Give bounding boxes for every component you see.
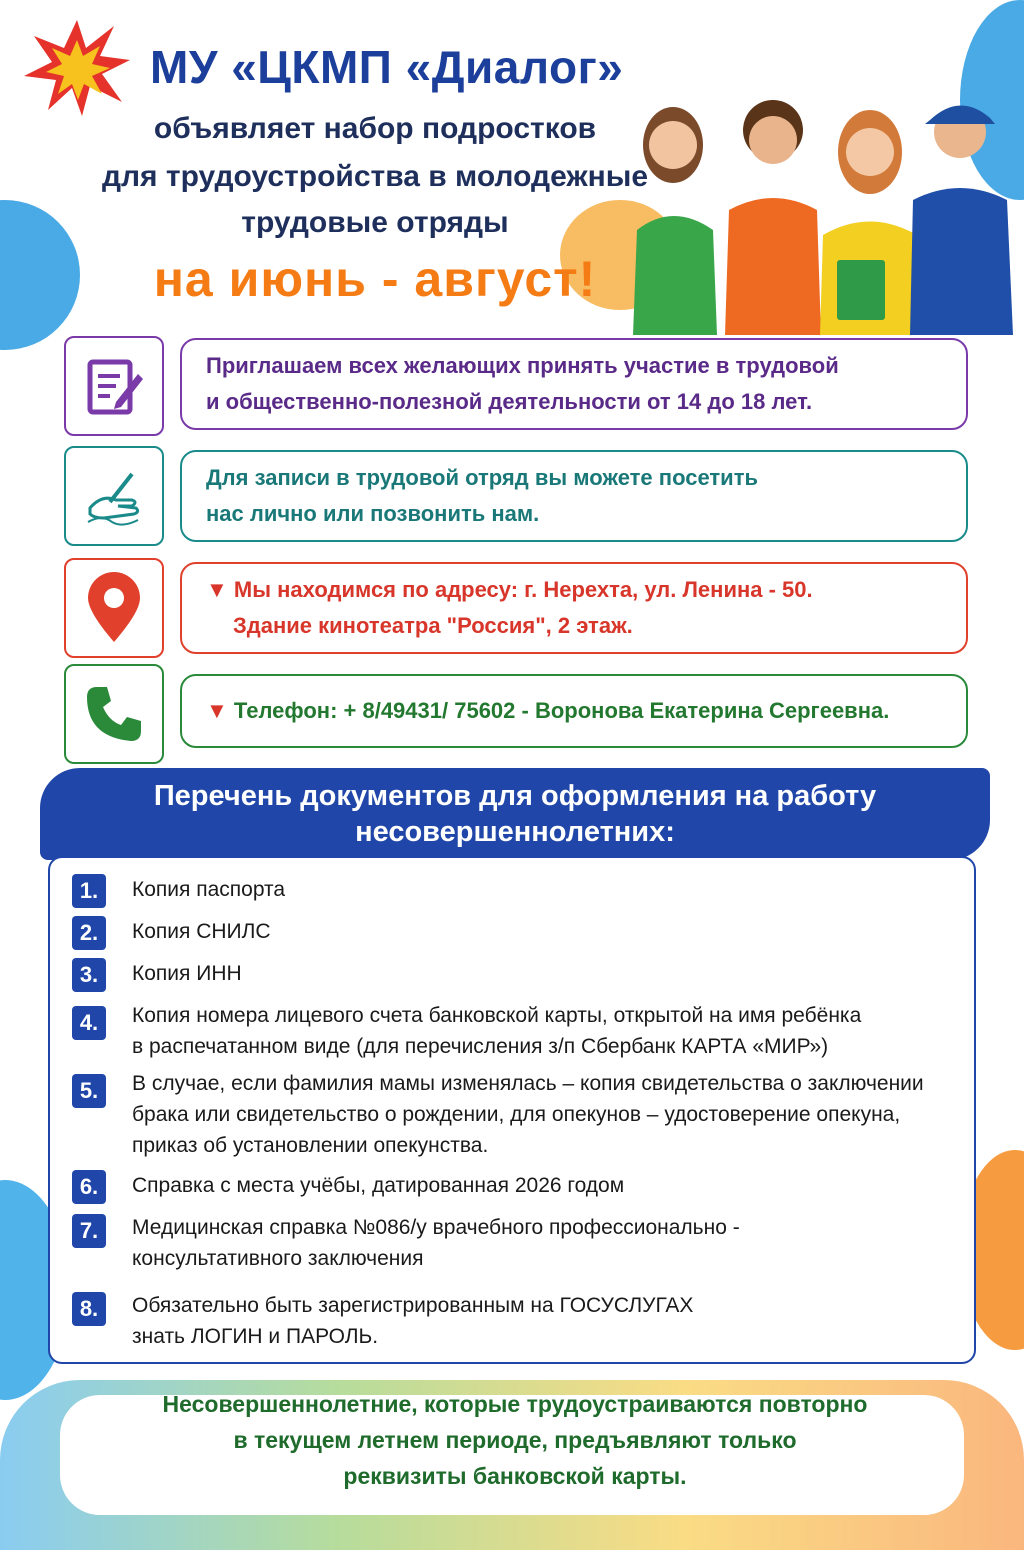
phone-text-line-1: ▼ Телефон: + 8/49431/ 75602 - Воронова Екатерина Сергеевна. bbox=[206, 698, 890, 723]
teenagers-illustration bbox=[625, 90, 1020, 335]
documents-heading-banner bbox=[40, 768, 990, 860]
page-title: МУ «ЦКМП «Диалог» bbox=[150, 41, 624, 93]
item-number-badge: 4. bbox=[72, 1006, 106, 1040]
list-item bbox=[72, 916, 956, 950]
item-text: в распечатанном виде (для перечисления з/п Сбербанк КАРТА «МИР») bbox=[132, 1035, 829, 1058]
list-item bbox=[72, 1170, 956, 1204]
item-number-badge: 3. bbox=[72, 958, 106, 992]
triangle-marker-icon: ▼ bbox=[206, 698, 234, 723]
documents-list bbox=[48, 856, 976, 1364]
phone-info-box bbox=[180, 674, 968, 748]
list-item bbox=[72, 958, 956, 992]
list-item bbox=[72, 1068, 956, 1161]
list-item bbox=[72, 874, 956, 908]
signup-text-line-1: Для записи в трудовой отряд вы можете посетить bbox=[206, 465, 758, 490]
signup-text-line-2: нас лично или позвонить нам. bbox=[206, 501, 540, 526]
item-text: Копия ИНН bbox=[132, 962, 242, 985]
item-text: знать ЛОГИН и ПАРОЛЬ. bbox=[132, 1325, 379, 1348]
documents-heading-line-1: Перечень документов для оформления на работу bbox=[153, 780, 877, 812]
item-text: Медицинская справка №086/у врачебного профессионально - bbox=[132, 1216, 740, 1239]
location-pin-icon bbox=[84, 572, 144, 644]
item-text: Копия СНИЛС bbox=[132, 920, 271, 943]
item-text: брака или свидетельство о рождении, для опекунов – удостоверение опекуна, bbox=[132, 1103, 901, 1126]
list-item bbox=[72, 1000, 956, 1062]
explosion-icon bbox=[22, 18, 132, 118]
documents-heading-line-2: несовершеннолетних: bbox=[355, 816, 675, 848]
footer-line-2: в текущем летнем периоде, предъявляют только bbox=[233, 1427, 797, 1453]
footer-line-1: Несовершеннолетние, которые трудоустраиваются повторно bbox=[162, 1391, 868, 1417]
item-text: Обязательно быть зарегистрированным на ГОСУСЛУГАХ bbox=[132, 1294, 694, 1317]
repeat-employment-note bbox=[120, 1386, 910, 1494]
address-info-box bbox=[180, 562, 968, 654]
icon-frame bbox=[64, 336, 164, 436]
checklist-icon bbox=[82, 354, 146, 418]
item-number-badge: 8. bbox=[72, 1292, 106, 1326]
signup-info-box bbox=[180, 450, 968, 542]
item-text: приказ об установлении опекунства. bbox=[132, 1134, 489, 1157]
icon-frame bbox=[64, 558, 164, 658]
item-text: консультативного заключения bbox=[132, 1247, 424, 1270]
item-text: Копия паспорта bbox=[132, 878, 286, 901]
subtitle-line-1: объявляет набор подростков bbox=[153, 112, 597, 145]
icon-frame bbox=[64, 446, 164, 546]
item-text: Копия номера лицевого счета банковской карты, открытой на имя ребёнка bbox=[132, 1004, 862, 1027]
list-item bbox=[72, 1212, 956, 1274]
season-months: на июнь - август! bbox=[153, 251, 597, 307]
item-number-badge: 2. bbox=[72, 916, 106, 950]
triangle-marker-icon: ▼ bbox=[206, 577, 234, 602]
icon-frame bbox=[64, 664, 164, 764]
subtitle-line-3: трудовые отряды bbox=[241, 206, 509, 239]
footer-line-3: реквизиты банковской карты. bbox=[343, 1463, 687, 1489]
invite-text-line-2: и общественно-полезной деятельности от 14 до 18 лет. bbox=[206, 389, 813, 414]
item-number-badge: 6. bbox=[72, 1170, 106, 1204]
writing-hand-icon bbox=[82, 464, 146, 528]
list-item bbox=[72, 1290, 956, 1352]
invite-text-line-1: Приглашаем всех желающих принять участие в трудовой bbox=[206, 353, 839, 378]
subtitle-line-2: для трудоустройства в молодежные bbox=[101, 160, 649, 193]
address-text-line-1: ▼ Мы находимся по адресу: г. Нерехта, ул. Ленина - 50. bbox=[206, 577, 813, 602]
item-number-badge: 7. bbox=[72, 1214, 106, 1248]
item-number-badge: 5. bbox=[72, 1074, 106, 1108]
phone-icon bbox=[83, 683, 145, 745]
item-number-badge: 1. bbox=[72, 874, 106, 908]
paint-splash-decoration bbox=[0, 200, 80, 350]
item-text: Справка с места учёбы, датированная 2026 годом bbox=[132, 1174, 625, 1197]
invite-info-box bbox=[180, 338, 968, 430]
address-text-line-2: Здание кинотеатра "Россия", 2 этаж. bbox=[233, 613, 633, 638]
item-text: В случае, если фамилия мамы изменялась – копия свидетельства о заключении bbox=[132, 1072, 924, 1095]
